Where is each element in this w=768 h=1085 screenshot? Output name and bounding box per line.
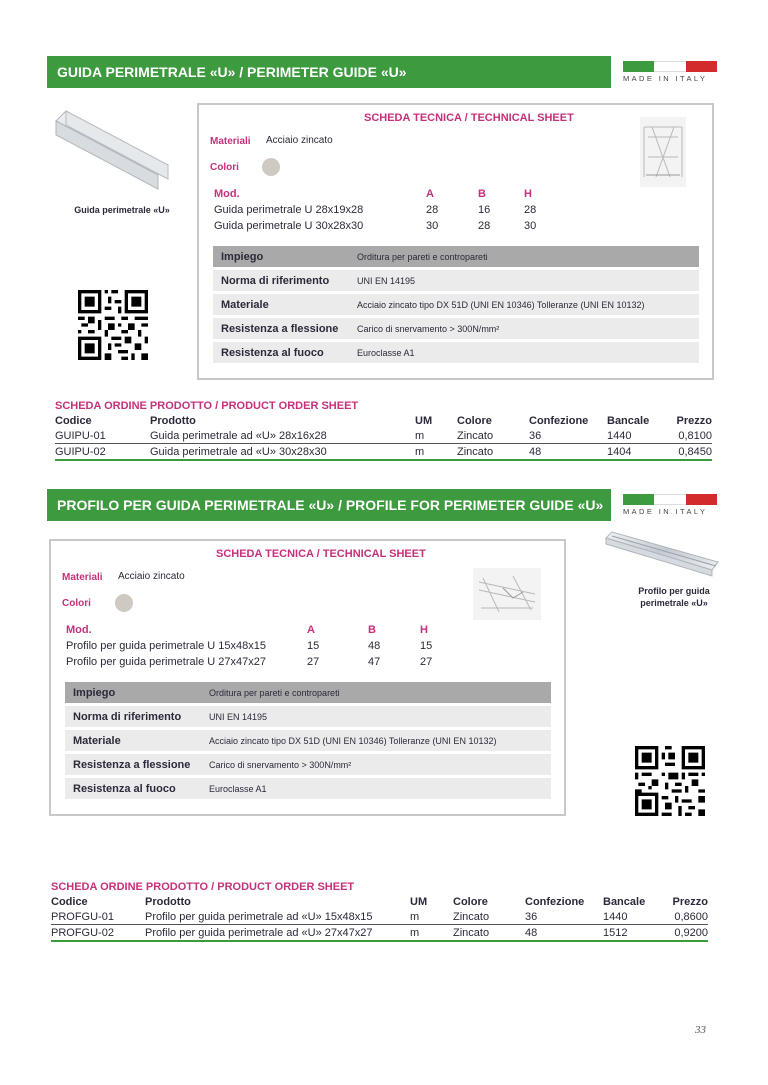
- order-price: 0,9200: [658, 925, 708, 942]
- model-row: [214, 202, 536, 218]
- made-in-italy-label: MADE IN ITALY: [623, 74, 708, 83]
- model-row: [66, 638, 432, 654]
- order-um: m: [410, 909, 453, 925]
- dim-a: 30: [426, 220, 439, 232]
- order-product: Guida perimetrale ad «U» 28x16x28: [150, 428, 415, 444]
- dim-b: 16: [478, 204, 491, 216]
- spec-row: [65, 754, 551, 775]
- order-um: m: [415, 428, 457, 444]
- spec-row: [65, 778, 551, 799]
- section1-product-caption: Guida perimetrale «U»: [74, 205, 170, 215]
- spec-value: Euroclasse A1: [201, 778, 551, 799]
- section2-product-caption: Profilo per guida perimetrale «U»: [638, 586, 710, 608]
- order-color: Zincato: [453, 909, 525, 925]
- section2-sheet-title: SCHEDA TECNICA / TECHNICAL SHEET: [216, 548, 426, 560]
- order-color: Zincato: [457, 428, 529, 444]
- prezzo-header: Prezzo: [672, 895, 708, 908]
- profile-section-drawing: [473, 568, 541, 620]
- bancale-header: Bancale: [607, 414, 650, 427]
- spec-key: Materiale: [213, 294, 349, 315]
- spec-value: Euroclasse A1: [349, 342, 699, 363]
- order-pack: 36: [529, 428, 607, 444]
- spec-key: Materiale: [65, 730, 201, 751]
- spec-value: Acciaio zincato tipo DX 51D (UNI EN 10346) Tolleranze (UNI EN 10132): [201, 730, 551, 751]
- color-swatch-galvanized: [115, 594, 133, 612]
- model-table-header: [66, 622, 432, 638]
- spec-value: Carico di snervamento > 300N/mm²: [349, 318, 699, 339]
- section1-banner: [47, 56, 611, 88]
- order-code: PROFGU-01: [51, 909, 145, 925]
- section1-order-table: [55, 398, 712, 461]
- order-pallet: 1404: [607, 444, 662, 461]
- model-name: Guida perimetrale U 30x28x30: [214, 220, 364, 232]
- dim-h: 28: [524, 204, 537, 216]
- order-pack: 48: [525, 925, 603, 942]
- order-code: GUIPU-02: [55, 444, 150, 461]
- order-um: m: [410, 925, 453, 942]
- spec-key: Resistenza a flessione: [213, 318, 349, 339]
- dim-a-header: A: [426, 188, 434, 200]
- section1-spec-table: [213, 243, 699, 366]
- prezzo-header: Prezzo: [676, 414, 712, 427]
- section2-banner: [47, 489, 611, 521]
- order-price: 0,8100: [662, 428, 712, 444]
- spec-row: [65, 682, 551, 703]
- dim-a-header: A: [307, 624, 315, 636]
- colore-header: Colore: [457, 414, 492, 427]
- section2-colori-label: Colori: [62, 598, 91, 609]
- color-swatch-galvanized: [262, 158, 280, 176]
- order-row: [51, 925, 708, 942]
- model-name: Profilo per guida perimetrale U 27x47x27: [66, 656, 266, 668]
- spec-value: Acciaio zincato tipo DX 51D (UNI EN 10346) Tolleranze (UNI EN 10132): [349, 294, 699, 315]
- order-pallet: 1512: [603, 925, 658, 942]
- section2-spec-table: [65, 679, 551, 802]
- dim-a: 15: [307, 640, 320, 652]
- confezione-header: Confezione: [529, 414, 589, 427]
- model-name: Profilo per guida perimetrale U 15x48x15: [66, 640, 266, 652]
- spec-value: UNI EN 14195: [349, 270, 699, 291]
- spec-row: [213, 342, 699, 363]
- spec-row: [213, 246, 699, 267]
- colore-header: Colore: [453, 895, 488, 908]
- section1-model-table: [214, 186, 536, 234]
- model-table-header: [214, 186, 536, 202]
- bancale-header: Bancale: [603, 895, 646, 908]
- order-pack: 48: [529, 444, 607, 461]
- codice-header: Codice: [55, 414, 92, 427]
- mod-header: Mod.: [66, 624, 92, 636]
- um-header: UM: [410, 895, 428, 908]
- dim-b: 48: [368, 640, 381, 652]
- order-row: [51, 909, 708, 925]
- section2-order-title: SCHEDA ORDINE PRODOTTO / PRODUCT ORDER SHEET: [51, 880, 355, 893]
- guide-profile-drawing: [640, 117, 686, 187]
- spec-row: [65, 706, 551, 727]
- section1-colori-label: Colori: [210, 162, 239, 173]
- um-header: UM: [415, 414, 433, 427]
- spec-key: Impiego: [65, 682, 201, 703]
- spec-value: Orditura per pareti e contropareti: [201, 682, 551, 703]
- model-row: [214, 218, 536, 234]
- mod-header: Mod.: [214, 188, 240, 200]
- order-code: GUIPU-01: [55, 428, 150, 444]
- order-color: Zincato: [457, 444, 529, 461]
- dim-b: 28: [478, 220, 491, 232]
- dim-b-header: B: [478, 188, 486, 200]
- order-um: m: [415, 444, 457, 461]
- section1-materiali-label: Materiali: [210, 136, 251, 147]
- section1-sheet-title: SCHEDA TECNICA / TECHNICAL SHEET: [364, 112, 574, 124]
- order-pallet: 1440: [607, 428, 662, 444]
- model-row: [66, 654, 432, 670]
- spec-row: [65, 730, 551, 751]
- spec-row: [213, 318, 699, 339]
- spec-value: UNI EN 14195: [201, 706, 551, 727]
- order-color: Zincato: [453, 925, 525, 942]
- section1-materiali-value: Acciaio zincato: [266, 135, 333, 146]
- dim-h-header: H: [524, 188, 532, 200]
- made-in-italy-flag-2: [623, 494, 717, 516]
- spec-value: Carico di snervamento > 300N/mm²: [201, 754, 551, 775]
- order-row: [55, 444, 712, 461]
- order-price: 0,8450: [662, 444, 712, 461]
- prodotto-header: Prodotto: [145, 895, 191, 908]
- order-pack: 36: [525, 909, 603, 925]
- spec-key: Norma di riferimento: [213, 270, 349, 291]
- qr-code-2[interactable]: [635, 746, 705, 816]
- spec-key: Resistenza al fuoco: [213, 342, 349, 363]
- guide-u-product-image: [50, 103, 170, 195]
- section1-order-title: SCHEDA ORDINE PRODOTTO / PRODUCT ORDER SHEET: [55, 399, 359, 412]
- dim-b: 47: [368, 656, 381, 668]
- dim-a: 27: [307, 656, 320, 668]
- qr-code-1[interactable]: [78, 290, 148, 360]
- prodotto-header: Prodotto: [150, 414, 196, 427]
- order-product: Profilo per guida perimetrale ad «U» 27x47x27: [145, 925, 410, 942]
- page-number: 33: [695, 1024, 706, 1036]
- spec-key: Norma di riferimento: [65, 706, 201, 727]
- profile-u-product-image: [604, 528, 720, 580]
- spec-key: Resistenza al fuoco: [65, 778, 201, 799]
- codice-header: Codice: [51, 895, 88, 908]
- confezione-header: Confezione: [525, 895, 585, 908]
- made-in-italy-label: MADE IN ITALY: [623, 507, 708, 516]
- section2-materiali-label: Materiali: [62, 572, 103, 583]
- section2-materiali-value: Acciaio zincato: [118, 571, 185, 582]
- order-product: Guida perimetrale ad «U» 30x28x30: [150, 444, 415, 461]
- dim-a: 28: [426, 204, 439, 216]
- section2-banner-title: PROFILO PER GUIDA PERIMETRALE «U» / PROFILE FOR PERIMETER GUIDE «U»: [57, 497, 604, 513]
- spec-key: Resistenza a flessione: [65, 754, 201, 775]
- dim-h: 15: [420, 640, 433, 652]
- dim-h: 27: [420, 656, 433, 668]
- dim-h-header: H: [420, 624, 428, 636]
- spec-key: Impiego: [213, 246, 349, 267]
- order-header-row: [51, 894, 708, 909]
- order-price: 0,8600: [658, 909, 708, 925]
- made-in-italy-flag-1: [623, 61, 717, 83]
- dim-h: 30: [524, 220, 537, 232]
- model-name: Guida perimetrale U 28x19x28: [214, 204, 364, 216]
- order-product: Profilo per guida perimetrale ad «U» 15x48x15: [145, 909, 410, 925]
- order-pallet: 1440: [603, 909, 658, 925]
- spec-value: Orditura per pareti e contropareti: [349, 246, 699, 267]
- order-row: [55, 428, 712, 444]
- spec-row: [213, 294, 699, 315]
- section1-banner-title: GUIDA PERIMETRALE «U» / PERIMETER GUIDE «U»: [57, 64, 407, 80]
- section2-model-table: [66, 622, 432, 670]
- dim-b-header: B: [368, 624, 376, 636]
- section2-order-table: [51, 879, 708, 942]
- order-header-row: [55, 413, 712, 428]
- order-code: PROFGU-02: [51, 925, 145, 942]
- spec-row: [213, 270, 699, 291]
